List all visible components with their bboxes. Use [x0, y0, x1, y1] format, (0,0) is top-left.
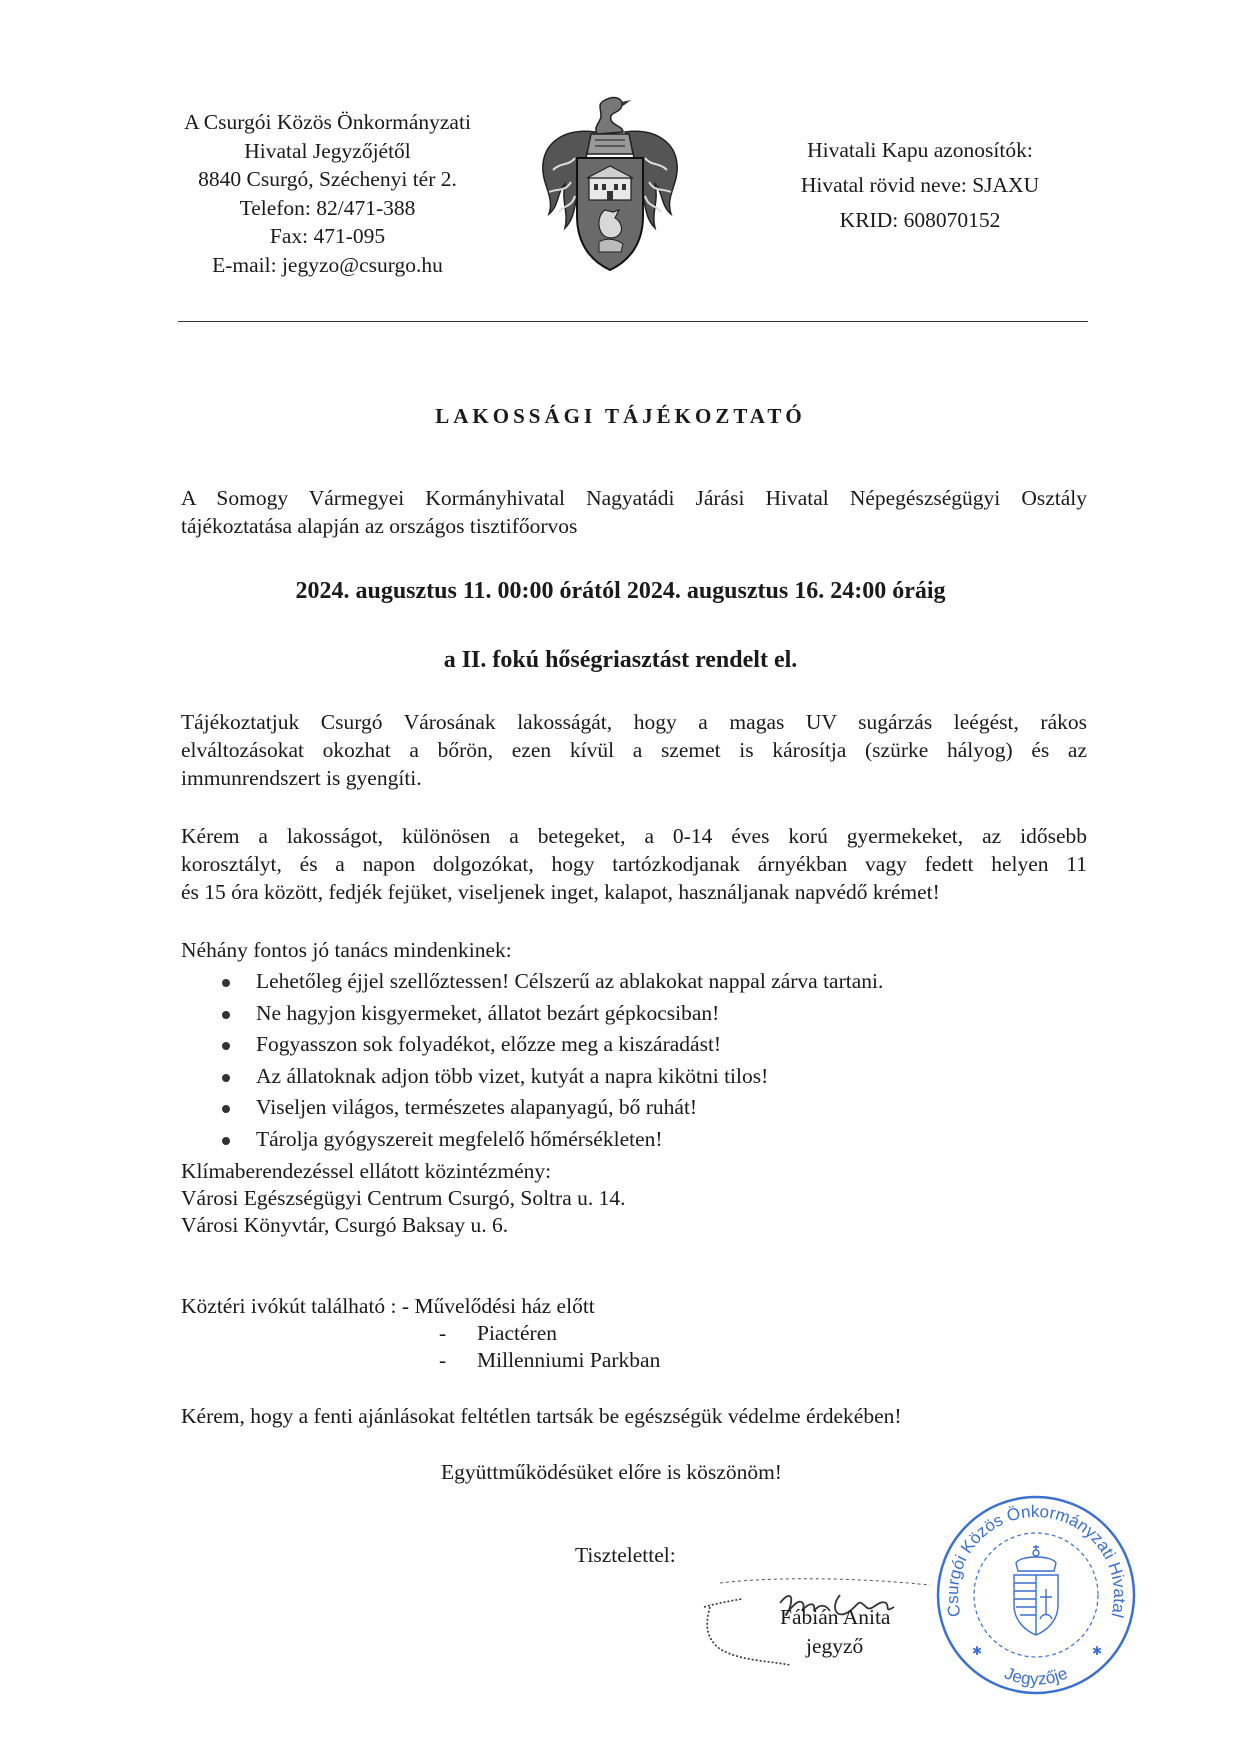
sender-line: Hivatal Jegyzőjétől: [244, 138, 411, 163]
bullet-icon: [222, 1011, 230, 1019]
intro-line: A Somogy Vármegyei Kormányhivatal Nagyatádi Járási Hivatal Népegészségügyi Osztály: [181, 486, 1087, 510]
fountain-location: Millenniumi Parkban: [477, 1348, 661, 1372]
list-item: Fogyasszon sok folyadékot, előzze meg a kiszáradást!: [222, 1029, 883, 1061]
sender-line: A Csurgói Közös Önkormányzati: [184, 110, 471, 134]
paragraph-line: Kérem a lakosságot, különösen a betegeket, a 0-14 éves korú gyermekeket, az idősebb: [181, 824, 1087, 848]
bullet-icon: [222, 979, 230, 987]
list-item: Tárolja gyógyszereit megfelelő hőmérsékleten!: [222, 1124, 883, 1156]
signer-role: jegyző: [806, 1634, 864, 1658]
alert-level: a II. fokú hőségriasztást rendelt el.: [443, 647, 798, 673]
stamp-ring-text: Csurgói Közös Önkormányzati Hivatal: [942, 1501, 1130, 1620]
list-item: Ne hagyjon kisgyermeket, állatot bezárt gépkocsiban!: [222, 998, 883, 1030]
list-item: Viseljen világos, természetes alapanyagú, bő ruhát!: [222, 1092, 883, 1124]
list-item: Lehetőleg éjjel szellőztessen! Célszerű az ablakokat nappal zárva tartani.: [222, 966, 883, 998]
bullet-icon: [222, 1137, 230, 1145]
sender-line: Fax: 471-095: [269, 224, 386, 248]
drinking-fountains-block: [181, 1293, 661, 1374]
aircon-block: [181, 1158, 626, 1239]
sender-line: Telefon: 82/471-388: [239, 195, 416, 220]
fountain-row: [181, 1320, 595, 1347]
paragraph-line: immunrendszert is gyengíti.: [181, 766, 422, 790]
sender-address: [150, 108, 505, 279]
kapu-short-name: Hivatal rövid neve: SJAXU: [800, 173, 1040, 197]
stamp-bottom-text: Jegyzője: [1001, 1663, 1071, 1689]
document-title: LAKOSSÁGI TÁJÉKOZTATÓ: [435, 404, 806, 428]
signer-name: Fábián Anita: [780, 1605, 891, 1629]
list-item: Az állatoknak adjon több vizet, kutyát a napra kikötni tilos!: [222, 1061, 883, 1093]
uv-info-paragraph: [181, 708, 1087, 792]
fountain-lead: Köztéri ivókút található : - Művelődési ház előtt: [181, 1294, 595, 1318]
svg-text:✱: ✱: [972, 1644, 983, 1658]
closing-regards: Tisztelettel:: [575, 1543, 676, 1567]
alert-period: 2024. augusztus 11. 00:00 órától 2024. augusztus 16. 24:00 óráig: [295, 578, 946, 604]
official-stamp-icon: [934, 1493, 1138, 1697]
bullet-icon: [222, 1074, 230, 1082]
tips-heading: Néhány fontos jó tanács mindenkinek:: [181, 938, 512, 962]
office-gateway-ids: [770, 133, 1070, 238]
hungarian-coat-of-arms-icon: [1014, 1545, 1058, 1635]
handwritten-signature-icon: [690, 1577, 960, 1687]
kapu-krid: KRID: 608070152: [839, 208, 1001, 232]
city-coat-of-arms-icon: [535, 92, 685, 284]
intro-line: tájékoztatása alapján az országos tisztifőorvos: [181, 514, 578, 538]
aircon-place: Városi Könyvtár, Csurgó Baksay u. 6.: [181, 1213, 509, 1237]
bullet-icon: [222, 1105, 230, 1113]
bullet-icon: [222, 1042, 230, 1050]
paragraph-line: elváltozásokat okozhat a bőrön, ezen kívül a szemet is károsítja (szürke hályog) és az: [181, 738, 1087, 762]
aircon-heading: Klímaberendezéssel ellátott közintézmény:: [181, 1159, 552, 1183]
svg-text:✱: ✱: [1092, 1644, 1103, 1658]
sender-line: 8840 Csurgó, Széchenyi tér 2.: [198, 167, 457, 191]
kapu-heading: Hivatali Kapu azonosítók:: [807, 138, 1033, 162]
aircon-place: Városi Egészségügyi Centrum Csurgó, Soltra u. 14.: [181, 1186, 626, 1210]
closing-thanks: Együttműködésüket előre is köszönöm!: [441, 1460, 782, 1484]
paragraph-line: korosztályt, és a napon dolgozókat, hogy tartózkodjanak árnyékban vagy fedett helyen 11: [181, 852, 1087, 876]
dash-marker: -: [439, 1348, 447, 1372]
closing-request: Kérem, hogy a fenti ajánlásokat feltétlen tartsák be egészségük védelme érdekében!: [181, 1404, 902, 1428]
fountain-row: [181, 1347, 661, 1374]
fountain-location: Piactéren: [477, 1321, 557, 1345]
request-paragraph: [181, 822, 1087, 906]
paragraph-line: és 15 óra között, fedjék fejüket, viseljenek inget, kalapot, használjanak napvédő krémet!: [181, 880, 940, 904]
tips-list: [222, 966, 883, 1155]
intro-paragraph: [181, 484, 1087, 540]
dash-marker: -: [439, 1321, 447, 1345]
paragraph-line: Tájékoztatjuk Csurgó Városának lakosságát, hogy a magas UV sugárzás leégést, rákos: [181, 710, 1087, 734]
sender-email: E-mail: jegyzo@csurgo.hu: [212, 252, 443, 277]
header-divider: [178, 321, 1088, 322]
